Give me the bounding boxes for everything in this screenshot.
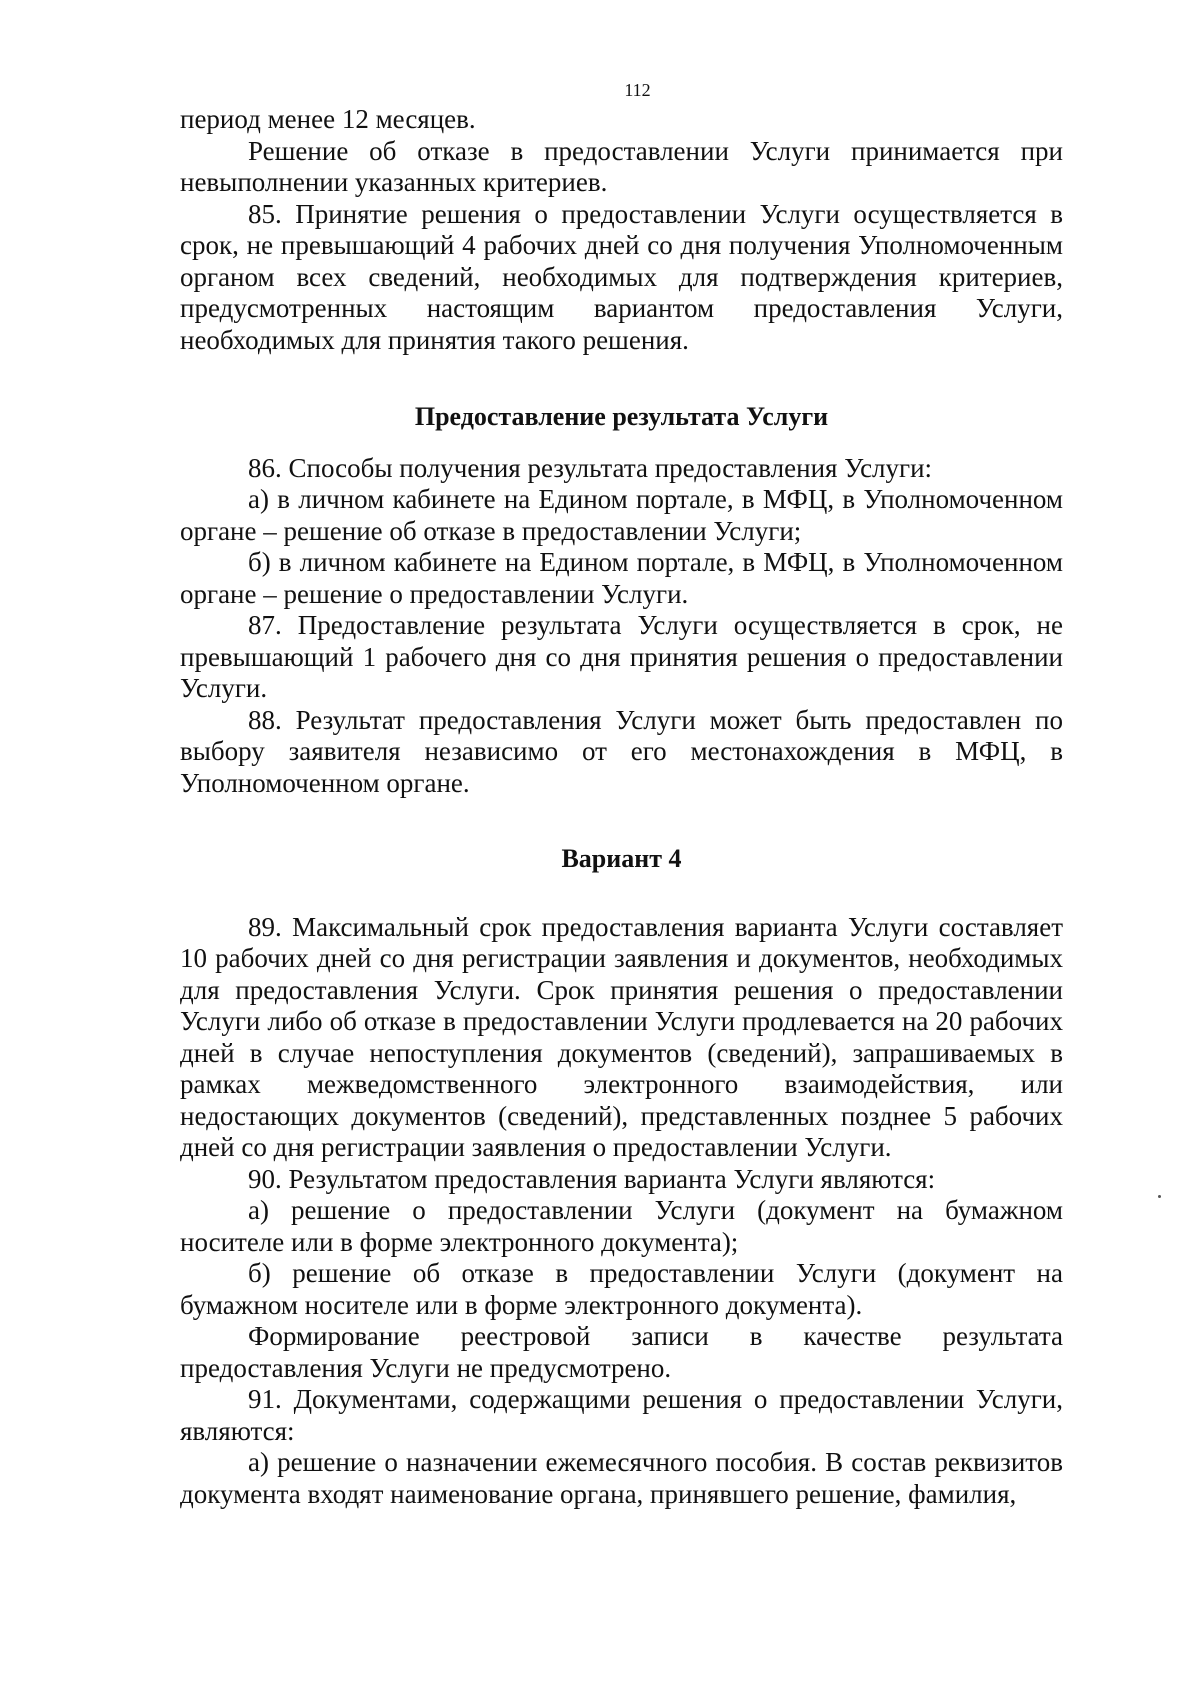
paragraph-refusal-criteria: Решение об отказе в предоставлении Услуги принимается при невыполнении указанных критериев.: [180, 135, 1063, 197]
paragraph-86: 86. Способы получения результата предоставления Услуги:: [248, 452, 933, 483]
paragraph-91-a: а) решение о назначении ежемесячного пособия. В состав реквизитов документа входят наименование органа, принявшего решение, фамилия,: [180, 1447, 1063, 1509]
paragraph-registry-record: Формирование реестровой записи в качестве результата предоставления Услуги не предусмотрено.: [180, 1321, 1063, 1383]
paragraph-86-b: б) в личном кабинете на Едином портале, в МФЦ, в Уполномоченном органе – решение о предоставлении Услуги.: [180, 547, 1063, 609]
paragraph-86-a: а) в личном кабинете на Едином портале, в МФЦ, в Уполномоченном органе – решение об отказе в предоставлении Услуги;: [180, 484, 1063, 546]
document-body: [180, 104, 1063, 1510]
page-number: 112: [624, 80, 651, 100]
paragraph-85: 85. Принятие решения о предоставлении Услуги осуществляется в срок, не превышающий 4 рабочих дней со дня получения Уполномоченным органом всех сведений, необходимых для подтверждения критериев, предусмотренных настоящим вариантом предоставления Услуги, необходимых для принятия такого решения.: [180, 198, 1063, 355]
paragraph-91: 91. Документами, содержащими решения о предоставлении Услуги, являются:: [180, 1384, 1063, 1446]
scan-speck: [1158, 1195, 1161, 1198]
paragraph-continuation: период менее 12 месяцев.: [180, 104, 476, 134]
paragraph-88: 88. Результат предоставления Услуги может быть предоставлен по выбору заявителя независимо от его местонахождения в МФЦ, в Уполномоченном органе.: [180, 704, 1063, 798]
paragraph-90-b: б) решение об отказе в предоставлении Услуги (документ на бумажном носителе или в форме электронного документа).: [180, 1258, 1063, 1320]
section-heading-result: Предоставление результата Услуги: [414, 402, 829, 431]
paragraph-89: 89. Максимальный срок предоставления варианта Услуги составляет 10 рабочих дней со дня регистрации заявления и документов, необходимых для предоставления Услуги. Срок принятия решения о предоставлении Услуги либо об отказе в предоставлении Услуги продлевается на 20 рабочих дней в случае непоступления документов (сведений), запрашиваемых в рамках межведомственного электронного взаимодействия, или недостающих документов (сведений), представленных позднее 5 рабочих дней со дня регистрации заявления о предоставлении Услуги.: [180, 911, 1063, 1162]
paragraph-90-a: а) решение о предоставлении Услуги (документ на бумажном носителе или в форме электронного документа);: [180, 1195, 1063, 1257]
paragraph-90: 90. Результатом предоставления варианта Услуги являются:: [248, 1163, 936, 1194]
paragraph-87: 87. Предоставление результата Услуги осуществляется в срок, не превышающий 1 рабочего дня со дня принятия решения о предоставлении Услуги.: [180, 610, 1063, 703]
section-heading-variant-4: Вариант 4: [561, 844, 682, 873]
